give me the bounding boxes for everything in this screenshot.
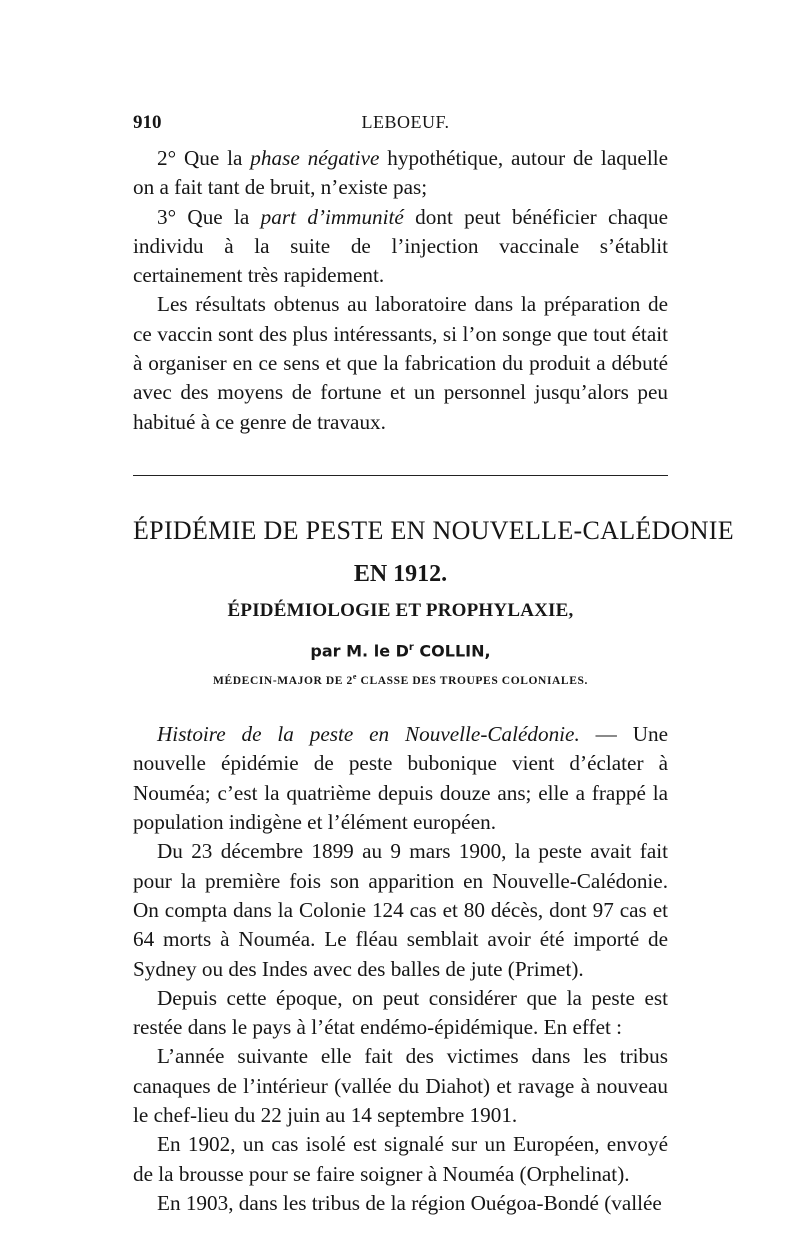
- conclusion-paragraph: Les résultats obtenus au laboratoire dans la préparation de ce vaccin sont des plus intéressants, si l’on songe que tout était à organiser en ce sens et que la fabrication du produit a débuté avec des moyens de fortune et un personnel jusqu’alors peu habitué à ce genre de travaux.: [133, 292, 668, 434]
- section-divider: [133, 475, 668, 476]
- page-number: 910: [133, 112, 162, 133]
- byline-prefix: par M. le D: [310, 641, 409, 661]
- running-head-author: LEBOEUF.: [361, 112, 450, 132]
- body-paragraph-1-text: — Une nouvelle épidémie de peste bubonique vient d’éclater à Nouméa; c’est la quatrième depuis douze ans; elle a frappé la population indigène et l’élément européen.: [133, 722, 668, 835]
- point-2-text: hypothétique, autour de laquelle on a fait tant de bruit, n’existe pas;: [133, 146, 668, 200]
- point-3-text: dont peut bénéficier chaque individu à la suite de l’injection vaccinale s’établit certainement très rapidement.: [133, 204, 669, 288]
- article-byline: [133, 637, 668, 662]
- conclusion-point-2: [133, 144, 668, 203]
- byline-superscript: r: [408, 641, 414, 653]
- body-paragraph-4: L’année suivante elle fait des victimes dans les tribus canaques de l’intérieur (vallée du Diahot) et ravage à nouveau le chef-lieu du 22 juin au 14 septembre 1901.: [133, 1044, 668, 1127]
- article-subtitle: ÉPIDÉMIOLOGIE ET PROPHYLAXIE,: [227, 599, 574, 621]
- rank-superscript: e: [352, 672, 358, 682]
- running-head: [133, 112, 668, 144]
- rank-suffix: CLASSE DES TROUPES COLONIALES.: [357, 675, 588, 688]
- body-paragraph-5: En 1902, un cas isolé est signalé sur un Européen, envoyé de la brousse pour se faire soigner à Nouméa (Orphelinat).: [133, 1132, 668, 1186]
- book-page: [133, 112, 734, 1218]
- point-2-prefix: 2° Que la: [157, 146, 251, 170]
- body-paragraph-3: Depuis cette époque, on peut considérer que la peste est restée dans le pays à l’état endémo-épidémique. En effet :: [133, 985, 668, 1040]
- article-heading: [133, 515, 734, 690]
- article-body: [133, 720, 668, 1218]
- point-2-emphasis: phase négative: [250, 146, 380, 170]
- conclusion-point-3: [133, 203, 668, 291]
- point-3-prefix: 3° Que la: [157, 204, 261, 229]
- author-rank: [133, 668, 668, 690]
- article-year: EN 1912.: [353, 560, 448, 587]
- previous-article-conclusion: [133, 144, 668, 437]
- point-3-emphasis: part d’immunité: [260, 204, 404, 229]
- section-heading-italic: Histoire de la peste en Nouvelle-Calédonie.: [157, 722, 580, 747]
- body-paragraph-6: En 1903, dans les tribus de la région Ouégoa-Bondé (vallée: [157, 1190, 662, 1215]
- rank-prefix: MÉDECIN-MAJOR DE 2: [213, 675, 353, 688]
- byline-name: COLLIN,: [413, 641, 491, 661]
- article-title: ÉPIDÉMIE DE PESTE EN NOUVELLE-CALÉDONIE: [133, 515, 734, 545]
- body-paragraph-2: Du 23 décembre 1899 au 9 mars 1900, la peste avait fait pour la première fois son apparition en Nouvelle-Calédonie. On compta dans la Colonie 124 cas et 80 décès, dont 97 cas et 64 morts à Nouméa. Le fléau semblait avoir été importé de Sydney ou des Indes avec des balles de jute (Primet).: [133, 839, 668, 981]
- body-paragraph-1: [133, 720, 668, 837]
